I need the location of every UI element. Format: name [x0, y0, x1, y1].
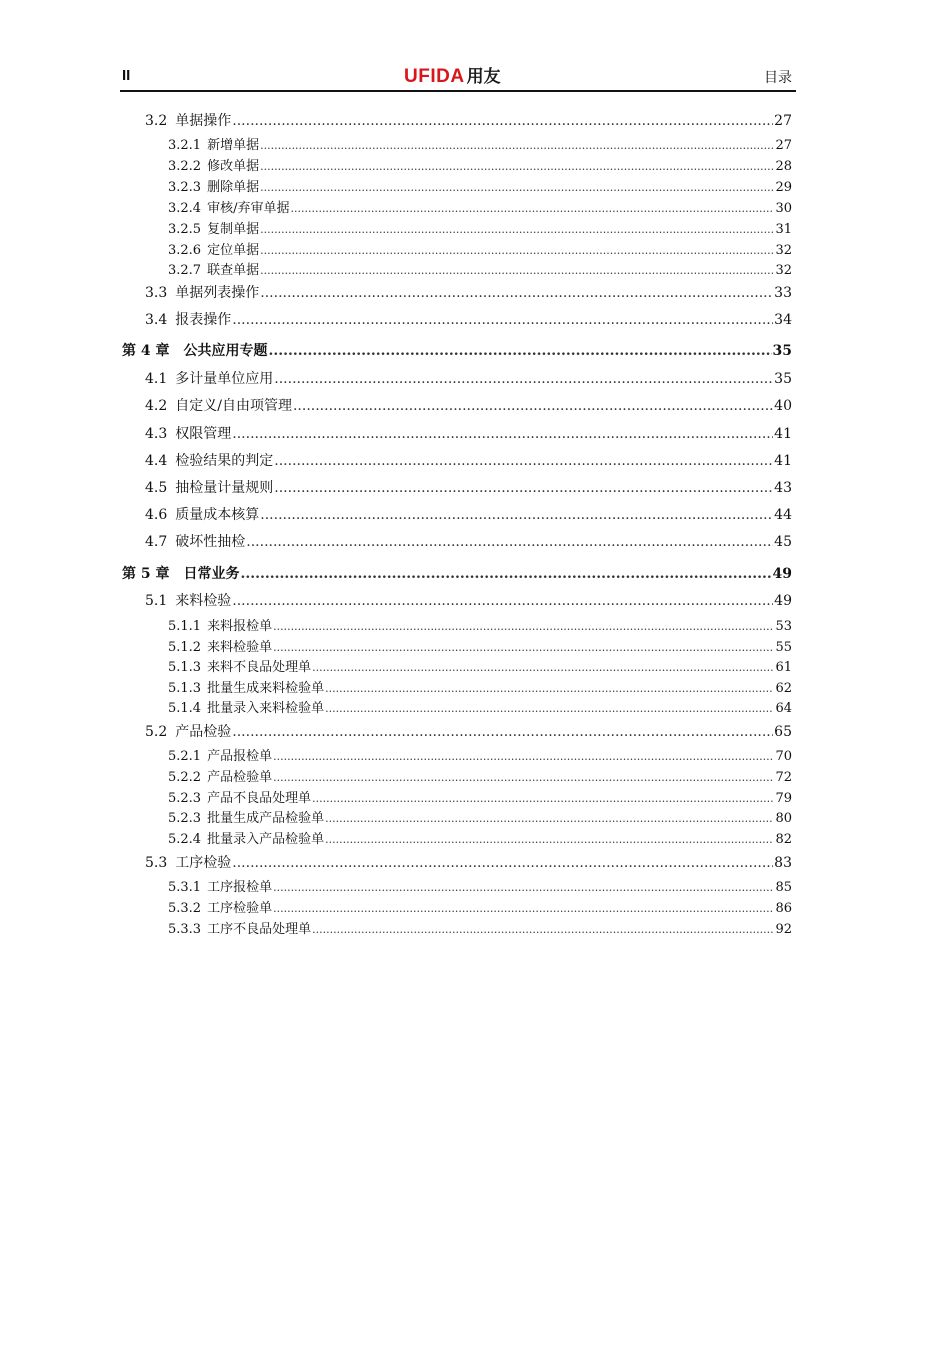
toc-entry-page: 82 — [775, 832, 792, 847]
toc-entry-page: 32 — [775, 243, 792, 258]
toc-dot-leader — [260, 180, 773, 195]
toc-dot-leader — [232, 426, 773, 442]
toc-dot-leader — [232, 855, 773, 871]
toc-entry-page: 27 — [774, 113, 792, 129]
toc-entry-title: 批量生成产品检验单 — [207, 811, 325, 826]
toc-dot-leader — [290, 201, 773, 216]
toc-entry-number: 3.2.5 — [168, 222, 202, 237]
toc-section-entry[interactable] — [122, 504, 792, 524]
toc-entry-page: 79 — [775, 791, 792, 806]
toc-entry-title: 检验结果的判定 — [175, 453, 274, 469]
toc-entry-title: 质量成本核算 — [175, 507, 260, 523]
section-title: 目录 — [764, 70, 792, 86]
toc-dot-leader — [260, 507, 773, 523]
toc-dot-leader — [325, 811, 773, 826]
toc-dot-leader — [312, 660, 773, 675]
page-header — [120, 62, 796, 92]
toc-entry-title: 新增单据 — [207, 138, 260, 153]
toc-entry-title: 复制单据 — [207, 222, 260, 237]
toc-entry-number: 5.1.3 — [168, 681, 202, 696]
toc-entry-number: 第 5 章 — [122, 566, 170, 582]
toc-entry-number: 3.2.1 — [168, 138, 202, 153]
toc-entry-title: 产品检验单 — [207, 770, 273, 785]
toc-subsection-entry[interactable] — [122, 615, 792, 634]
toc-entry-page: 49 — [774, 593, 792, 609]
toc-subsection-entry[interactable] — [122, 876, 792, 895]
toc-entry-number: 4.4 — [145, 453, 168, 469]
toc-dot-leader — [274, 453, 773, 469]
toc-entry-number: 5.2.1 — [168, 749, 202, 764]
toc-entry-number: 4.3 — [145, 426, 168, 442]
toc-subsection-entry[interactable] — [122, 155, 792, 174]
toc-entry-page: 72 — [775, 770, 792, 785]
toc-entry-title: 多计量单位应用 — [175, 371, 274, 387]
toc-entry-page: 70 — [775, 749, 792, 764]
toc-section-entry[interactable] — [122, 590, 792, 610]
toc-entry-title: 工序不良品处理单 — [207, 922, 312, 937]
toc-subsection-entry[interactable] — [122, 745, 792, 764]
toc-dot-leader — [273, 770, 773, 785]
toc-subsection-entry[interactable] — [122, 656, 792, 675]
toc-entry-title: 联查单据 — [207, 263, 260, 278]
toc-subsection-entry[interactable] — [122, 918, 792, 937]
toc-entry-title: 自定义/自由项管理 — [175, 398, 292, 414]
toc-entry-number: 5.2.3 — [168, 791, 202, 806]
toc-dot-leader — [269, 343, 772, 359]
toc-dot-leader — [232, 113, 773, 129]
toc-entry-title: 工序检验 — [175, 855, 232, 871]
toc-entry-title: 产品报检单 — [207, 749, 273, 764]
toc-dot-leader — [260, 263, 773, 278]
toc-entry-number: 5.1.3 — [168, 660, 202, 675]
toc-entry-page: 80 — [775, 811, 792, 826]
toc-entry-number: 5.2 — [145, 724, 168, 740]
toc-entry-page: 55 — [775, 640, 792, 655]
toc-entry-page: 49 — [772, 566, 792, 582]
toc-entry-page: 65 — [774, 724, 792, 740]
toc-dot-leader — [325, 701, 773, 716]
toc-entry-page: 34 — [774, 312, 792, 328]
toc-dot-leader — [260, 138, 773, 153]
toc-entry-number: 3.3 — [145, 285, 168, 301]
toc-entry-page: 32 — [775, 263, 792, 278]
toc-entry-title: 日常业务 — [183, 566, 240, 582]
toc-entry-page: 53 — [775, 619, 792, 634]
toc-section-entry[interactable] — [122, 852, 792, 872]
toc-entry-number: 3.4 — [145, 312, 168, 328]
toc-dot-leader — [232, 724, 773, 740]
toc-subsection-entry[interactable] — [122, 677, 792, 696]
toc-subsection-entry[interactable] — [122, 787, 792, 806]
toc-entry-number: 4.2 — [145, 398, 168, 414]
toc-dot-leader — [232, 312, 773, 328]
toc-entry-title: 单据操作 — [175, 113, 232, 129]
toc-dot-leader — [273, 749, 773, 764]
toc-entry-page: 64 — [775, 701, 792, 716]
toc-section-entry[interactable] — [122, 423, 792, 443]
toc-subsection-entry[interactable] — [122, 897, 792, 916]
toc-entry-page: 43 — [774, 480, 792, 496]
toc-dot-leader — [325, 832, 773, 847]
toc-entry-number: 4.1 — [145, 371, 168, 387]
toc-dot-leader — [246, 534, 773, 550]
toc-subsection-entry[interactable] — [122, 807, 792, 826]
toc-entry-number: 5.1 — [145, 593, 168, 609]
toc-section-entry[interactable] — [122, 309, 792, 329]
toc-entry-number: 3.2.4 — [168, 201, 202, 216]
toc-entry-title: 批量录入来料检验单 — [207, 701, 325, 716]
toc-section-entry[interactable] — [122, 282, 792, 302]
page-number: II — [122, 67, 131, 84]
toc-dot-leader — [232, 593, 773, 609]
toc-entry-page: 83 — [774, 855, 792, 871]
toc-entry-number: 5.3.3 — [168, 922, 202, 937]
toc-entry-title: 报表操作 — [175, 312, 232, 328]
logo-brand-text: UFIDA — [404, 66, 465, 87]
toc-entry-title: 破坏性抽检 — [175, 534, 246, 550]
toc-entry-number: 3.2.7 — [168, 263, 202, 278]
toc-entry-number: 5.3.1 — [168, 880, 202, 895]
toc-entry-number: 5.2.3 — [168, 811, 202, 826]
toc-dot-leader — [273, 880, 773, 895]
toc-entry-number: 5.3 — [145, 855, 168, 871]
toc-entry-title: 工序检验单 — [207, 901, 273, 916]
toc-dot-leader — [293, 398, 773, 414]
toc-entry-title: 公共应用专题 — [183, 343, 268, 359]
toc-section-entry[interactable] — [122, 477, 792, 497]
toc-chapter-entry[interactable] — [122, 563, 792, 583]
logo-chinese-text: 用友 — [466, 67, 501, 86]
toc-entry-number: 5.3.2 — [168, 901, 202, 916]
toc-entry-title: 定位单据 — [207, 243, 260, 258]
toc-section-entry[interactable] — [122, 450, 792, 470]
toc-entry-title: 批量生成来料检验单 — [207, 681, 325, 696]
toc-subsection-entry[interactable] — [122, 218, 792, 237]
toc-entry-number: 5.1.2 — [168, 640, 202, 655]
toc-entry-number: 4.7 — [145, 534, 168, 550]
toc-entry-number: 5.2.2 — [168, 770, 202, 785]
toc-entry-title: 删除单据 — [207, 180, 260, 195]
toc-entry-page: 30 — [775, 201, 792, 216]
toc-section-entry[interactable] — [122, 721, 792, 741]
toc-dot-leader — [312, 922, 773, 937]
toc-entry-page: 61 — [775, 660, 792, 675]
toc-dot-leader — [312, 791, 773, 806]
toc-dot-leader — [241, 566, 772, 582]
toc-entry-page: 33 — [774, 285, 792, 301]
toc-dot-leader — [274, 371, 773, 387]
toc-entry-number: 3.2.3 — [168, 180, 202, 195]
toc-entry-page: 45 — [774, 534, 792, 550]
toc-subsection-entry[interactable] — [122, 197, 792, 216]
toc-entry-title: 审核/弃审单据 — [207, 201, 290, 216]
toc-entry-title: 产品不良品处理单 — [207, 791, 312, 806]
toc-entry-page: 29 — [775, 180, 792, 195]
toc-entry-page: 85 — [775, 880, 792, 895]
toc-entry-page: 41 — [774, 453, 792, 469]
toc-entry-page: 31 — [775, 222, 792, 237]
toc-entry-page: 41 — [774, 426, 792, 442]
toc-entry-title: 来料报检单 — [207, 619, 273, 634]
toc-entry-number: 5.2.4 — [168, 832, 202, 847]
toc-entry-title: 来料检验单 — [207, 640, 273, 655]
toc-entry-number: 4.6 — [145, 507, 168, 523]
toc-entry-title: 产品检验 — [175, 724, 232, 740]
toc-dot-leader — [273, 640, 773, 655]
toc-dot-leader — [273, 619, 773, 634]
toc-subsection-entry[interactable] — [122, 636, 792, 655]
toc-entry-title: 修改单据 — [207, 159, 260, 174]
toc-entry-title: 单据列表操作 — [175, 285, 260, 301]
toc-subsection-entry[interactable] — [122, 828, 792, 847]
toc-chapter-entry[interactable] — [122, 340, 792, 360]
toc-section-entry[interactable] — [122, 368, 792, 388]
toc-dot-leader — [274, 480, 773, 496]
toc-entry-title: 批量录入产品检验单 — [207, 832, 325, 847]
toc-entry-page: 92 — [775, 922, 792, 937]
toc-entry-page: 62 — [775, 681, 792, 696]
toc-entry-number: 3.2.2 — [168, 159, 202, 174]
toc-dot-leader — [260, 285, 773, 301]
toc-subsection-entry[interactable] — [122, 766, 792, 785]
toc-subsection-entry[interactable] — [122, 259, 792, 278]
toc-section-entry[interactable] — [122, 395, 792, 415]
toc-entry-title: 来料检验 — [175, 593, 232, 609]
toc-entry-number: 5.1.1 — [168, 619, 202, 634]
toc-entry-page: 27 — [775, 138, 792, 153]
toc-entry-title: 权限管理 — [175, 426, 232, 442]
toc-entry-page: 28 — [775, 159, 792, 174]
toc-entry-page: 35 — [772, 343, 792, 359]
toc-entry-title: 抽检量计量规则 — [175, 480, 274, 496]
toc-dot-leader — [325, 681, 773, 696]
toc-entry-title: 工序报检单 — [207, 880, 273, 895]
toc-entry-number: 第 4 章 — [122, 343, 170, 359]
toc-entry-number: 5.1.4 — [168, 701, 202, 716]
toc-entry-title: 来料不良品处理单 — [207, 660, 312, 675]
toc-entry-number: 4.5 — [145, 480, 168, 496]
toc-entry-page: 44 — [774, 507, 792, 523]
toc-subsection-entry[interactable] — [122, 239, 792, 258]
toc-entry-page: 86 — [775, 901, 792, 916]
toc-entry-number: 3.2 — [145, 113, 168, 129]
toc-subsection-entry[interactable] — [122, 697, 792, 716]
toc-entry-page: 40 — [774, 398, 792, 414]
toc-dot-leader — [260, 222, 773, 237]
toc-dot-leader — [273, 901, 773, 916]
toc-dot-leader — [260, 159, 773, 174]
toc-subsection-entry[interactable] — [122, 176, 792, 195]
toc-section-entry[interactable] — [122, 531, 792, 551]
toc-dot-leader — [260, 243, 773, 258]
ufida-logo — [404, 62, 501, 88]
toc-subsection-entry[interactable] — [122, 134, 792, 153]
toc-entry-page: 35 — [774, 371, 792, 387]
toc-entry-number: 3.2.6 — [168, 243, 202, 258]
toc-section-entry[interactable] — [122, 110, 792, 130]
